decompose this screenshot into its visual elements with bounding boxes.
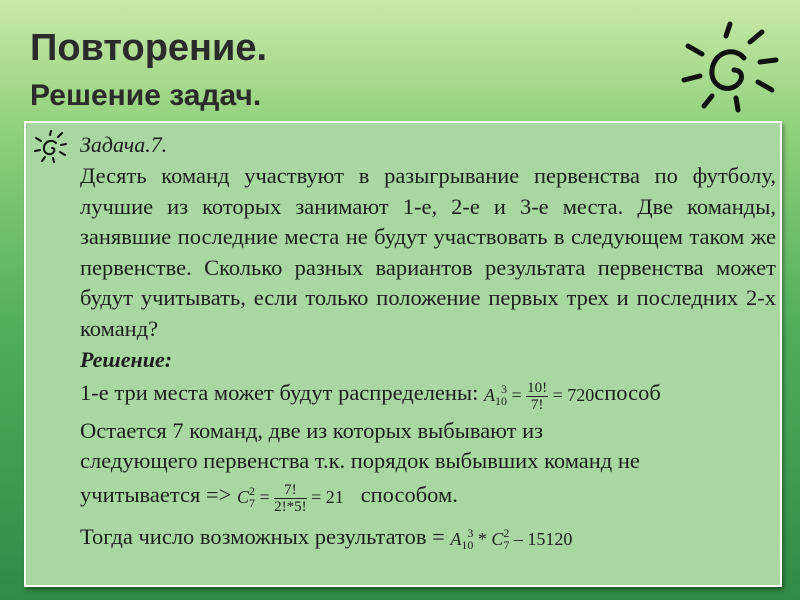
formula-2-denominator: 2!*5!: [274, 498, 307, 515]
solution-line-4: [80, 476, 776, 518]
formula-1-fraction: [526, 381, 548, 413]
solution-line-5: [80, 518, 776, 560]
page-subtitle: Решение задач.: [30, 79, 262, 112]
formula-3-sub-a: 10: [461, 538, 474, 552]
formula-2-result: = 21: [311, 487, 344, 507]
sun-icon: [672, 18, 782, 114]
formula-2-symbol: C: [236, 487, 249, 507]
formula-arrangement: [484, 374, 594, 416]
solution-line-1: [80, 374, 776, 416]
solution-line-5-text: Тогда число возможных результатов =: [80, 524, 445, 550]
formula-1-numerator: 10!: [527, 379, 548, 396]
task-panel: [24, 121, 782, 587]
formula-1-eq: =: [511, 385, 522, 405]
formula-1-result: = 720: [552, 385, 595, 405]
solution-line-2: Остается 7 команд, две из которых выбывают из: [80, 418, 544, 443]
formula-3-symbol-c: C: [491, 529, 504, 549]
formula-1-symbol: A: [483, 385, 495, 405]
formula-3-sub-c: 7: [503, 538, 510, 552]
solution-line-3: следующего первенства т.к. порядок выбывших команд не: [80, 448, 640, 473]
formula-2-sup: 2: [248, 484, 255, 498]
formula-1-denominator: 7!: [530, 396, 544, 413]
formula-total: [450, 518, 572, 560]
formula-1-sub: 10: [494, 394, 507, 408]
formula-combination: [237, 476, 344, 518]
task-text: Десять команд участвуют в разыгрывание первенства по футболу, лучшие из которых занимают 1-е, 2-е и 3-е места. Две команды, занявшие последние места не будут участвовать в следующем таком же первенстве. Сколько разных вариантов результата первенства может будут учитывать, если только положение первых трех и последних 2-х команд?: [80, 163, 776, 341]
solution-line-4-text: учитывается =>: [80, 482, 232, 508]
solution-label: Решение:: [80, 347, 173, 372]
solution-line-1-text: 1-е три места может будут распределены:: [80, 380, 479, 406]
solution-line-1-suffix: способ: [594, 380, 661, 406]
formula-2-sub: 7: [248, 496, 255, 510]
formula-3-result: – 15120: [513, 529, 573, 549]
formula-2-eq: =: [259, 487, 270, 507]
formula-3-sup-a: 3: [467, 526, 474, 540]
formula-2-fraction: [274, 483, 307, 515]
solution-line-4-suffix: способом.: [360, 482, 458, 508]
formula-3-symbol-a: A: [450, 529, 462, 549]
formula-3-sup-c: 2: [503, 526, 510, 540]
task-label: Задача.7.: [80, 132, 168, 157]
sun-bullet-icon: [32, 129, 68, 163]
page-title: Повторение.: [30, 27, 268, 69]
task-content: [80, 131, 776, 560]
formula-3-op: *: [477, 529, 487, 549]
formula-2-numerator: 7!: [274, 483, 307, 499]
formula-1-sup: 3: [500, 382, 507, 396]
